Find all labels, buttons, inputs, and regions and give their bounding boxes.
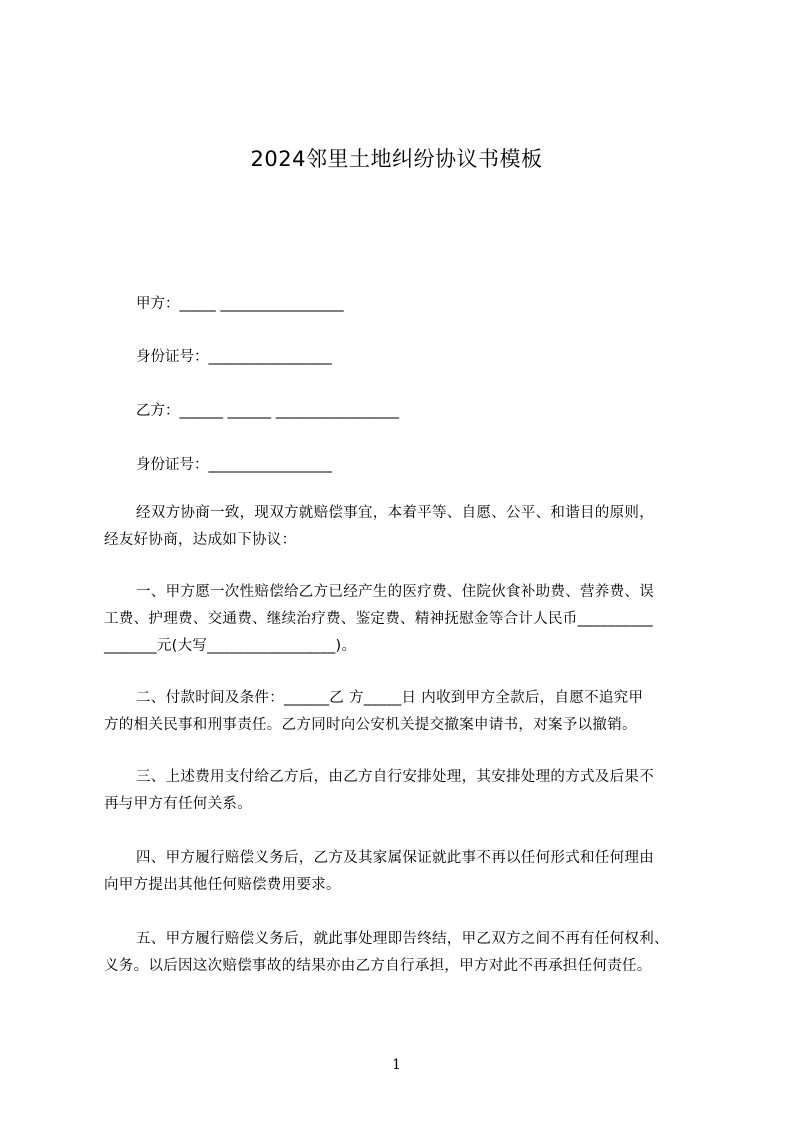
party-a-field: 甲方：_____ _________________ (136, 296, 344, 312)
clause-5-line-1: 五、甲方履行赔偿义务后，就此事处理即告终结，甲乙双方之间不再有任何权利、 (136, 931, 669, 947)
clause-4-line-1: 四、甲方履行赔偿义务后，乙方及其家属保证就此事不再以任何形式和任何理由 (136, 850, 654, 866)
party-a-id-field: 身份证号：_________________ (136, 349, 332, 365)
party-b-id-field: 身份证号：_________________ (136, 457, 332, 473)
clause-3 (104, 764, 700, 818)
clause-1-line-3: _______元(大写_________________)。 (104, 638, 357, 654)
party-b-field: 乙方：______ ______ _________________ (136, 403, 399, 419)
clause-2 (104, 685, 700, 739)
intro-line-1: 经双方协商一致，现双方就赔偿事宜，本着平等、自愿、公平、和谐目的原则， (136, 505, 654, 521)
clause-1 (104, 579, 700, 660)
clause-2-line-1: 二、付款时间及条件：______乙 方_____日 内收到甲方全款后，自愿不追究甲 (136, 690, 644, 706)
intro-paragraph (104, 500, 700, 554)
document-title: 2024邻里土地纠纷协议书模板 (250, 147, 543, 171)
clause-5-line-2: 义务。以后因这次赔偿事故的结果亦由乙方自行承担，甲方对此不再承担任何责任。 (104, 958, 652, 974)
page-number: 1 (392, 1057, 401, 1073)
clause-4-line-2: 向甲方提出其他任何赔偿费用要求。 (104, 877, 341, 893)
clause-1-line-1: 一、甲方愿一次性赔偿给乙方已经产生的医疗费、住院伙食补助费、营养费、误 (136, 584, 654, 600)
intro-line-2: 经友好协商，达成如下协议： (104, 532, 297, 548)
clause-4 (104, 845, 700, 899)
clause-5 (104, 926, 700, 980)
clause-3-line-1: 三、上述费用支付给乙方后，由乙方自行安排处理，其安排处理的方式及后果不 (136, 769, 654, 785)
clause-2-line-2: 方的相关民事和刑事责任。乙方同时向公安机关提交撤案申请书，对案予以撤销。 (104, 717, 637, 733)
clause-1-line-2: 工费、护理费、交通费、继续治疗费、鉴定费、精神抚慰金等合计人民币__________ (104, 611, 654, 627)
clause-3-line-2: 再与甲方有任何关系。 (104, 796, 252, 812)
